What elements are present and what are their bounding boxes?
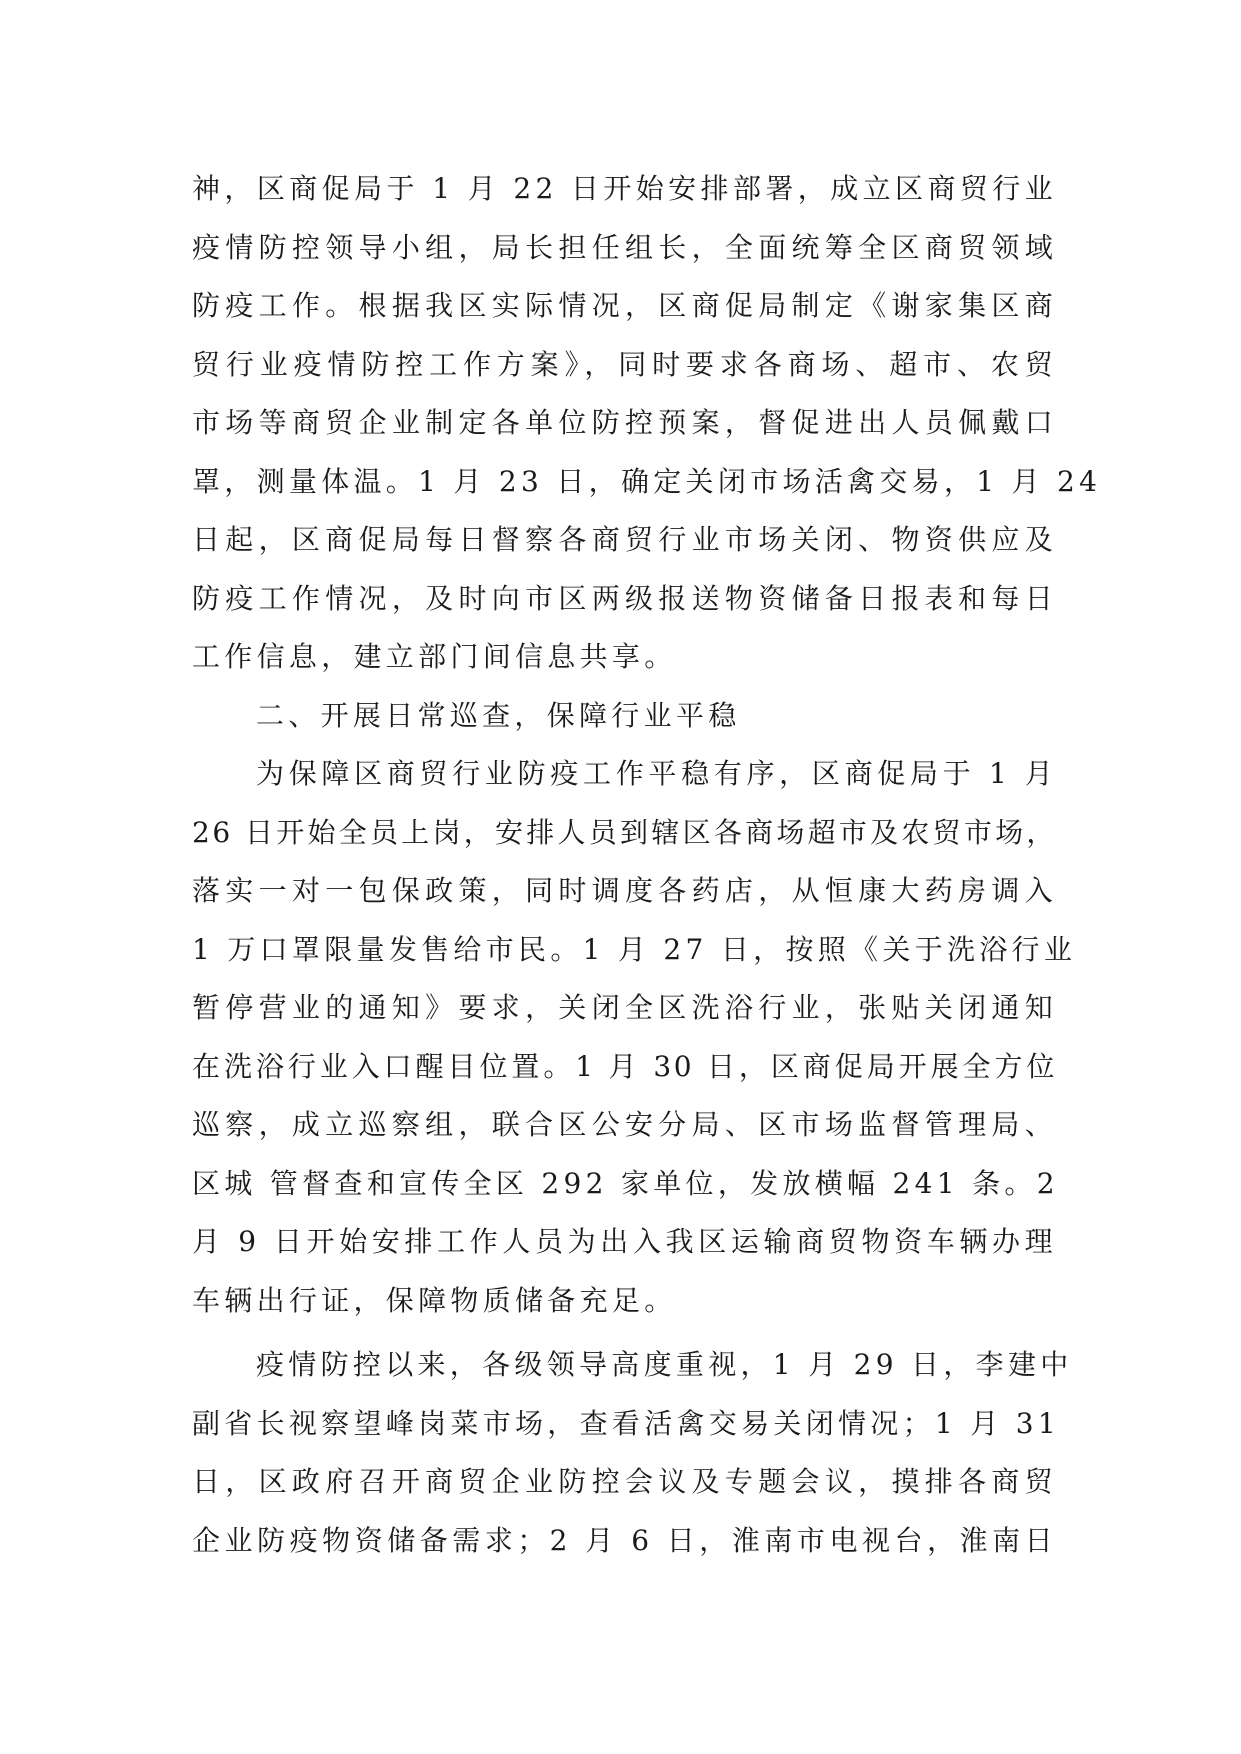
paragraph-3 — [192, 1336, 1073, 1570]
text-line: 区城 管督查和宣传全区 292 家单位，发放横幅 241 条。2 — [192, 1166, 1059, 1200]
text-line: 落实一对一包保政策，同时调度各药店，从恒康大药房调入 — [192, 874, 1057, 907]
text-line: 暂停营业的通知》要求，关闭全区洗浴行业，张贴关闭通知 — [192, 991, 1057, 1024]
text-line: 日起，区商促局每日督察各商贸行业市场关闭、物资供应及 — [192, 523, 1057, 556]
text-line: 防疫工作情况，及时向市区两级报送物资储备日报表和每日 — [192, 581, 1057, 615]
text-line: 月 9 日开始安排工作人员为出入我区运输商贸物资车辆办理 — [192, 1225, 1057, 1258]
text-line: 疫情防控领导小组，局长担任组长，全面统筹全区商贸领域 — [192, 230, 1057, 264]
section-heading — [192, 687, 1057, 746]
text-line: 为保障区商贸行业防疫工作平稳有序，区商促局于 1 月 — [256, 757, 1057, 790]
text-line: 工作信息，建立部门间信息共享。 — [192, 640, 677, 673]
text-line: 神，区商促局于 1 月 22 日开始安排部署，成立区商贸行业 — [192, 172, 1057, 205]
text-line: 企业防疫物资储备需求；2 月 6 日，淮南市电视台，淮南日 — [192, 1523, 1057, 1557]
text-line: 车辆出行证，保障物质储备充足。 — [192, 1283, 677, 1317]
text-line: 防疫工作。根据我区实际情况，区商促局制定《谢家集区商 — [192, 289, 1057, 322]
text-line: 罩，测量体温。1 月 23 日，确定关闭市场活禽交易，1 月 24 — [192, 464, 1102, 498]
text-line: 副省长视察望峰岗菜市场，查看活禽交易关闭情况；1 月 31 — [192, 1406, 1060, 1440]
text-line: 市场等商贸企业制定各单位防控预案，督促进出人员佩戴口 — [192, 406, 1057, 439]
paragraph-2 — [192, 745, 1077, 1330]
document-body — [192, 160, 1102, 1570]
text-line: 1 万口罩限量发售给市民。1 月 27 日，按照《关于洗浴行业 — [192, 932, 1077, 966]
text-line: 日，区政府召开商贸企业防控会议及专题会议，摸排各商贸 — [192, 1465, 1057, 1498]
text-line: 26 日开始全员上岗，安排人员到辖区各商场超市及农贸市场， — [192, 815, 1057, 849]
text-line: 巡察，成立巡察组，联合区公安分局、区市场监督管理局、 — [192, 1108, 1057, 1141]
text-line: 在洗浴行业入口醒目位置。1 月 30 日，区商促局开展全方位 — [192, 1049, 1057, 1083]
text-line: 疫情防控以来，各级领导高度重视，1 月 29 日，李建中 — [256, 1348, 1073, 1381]
text-line: 贸行业疫情防控工作方案》，同时要求各商场、超市、农贸 — [192, 347, 1057, 381]
paragraph-1 — [192, 160, 1102, 687]
section-heading-text: 二、开展日常巡查，保障行业平稳 — [256, 698, 741, 732]
